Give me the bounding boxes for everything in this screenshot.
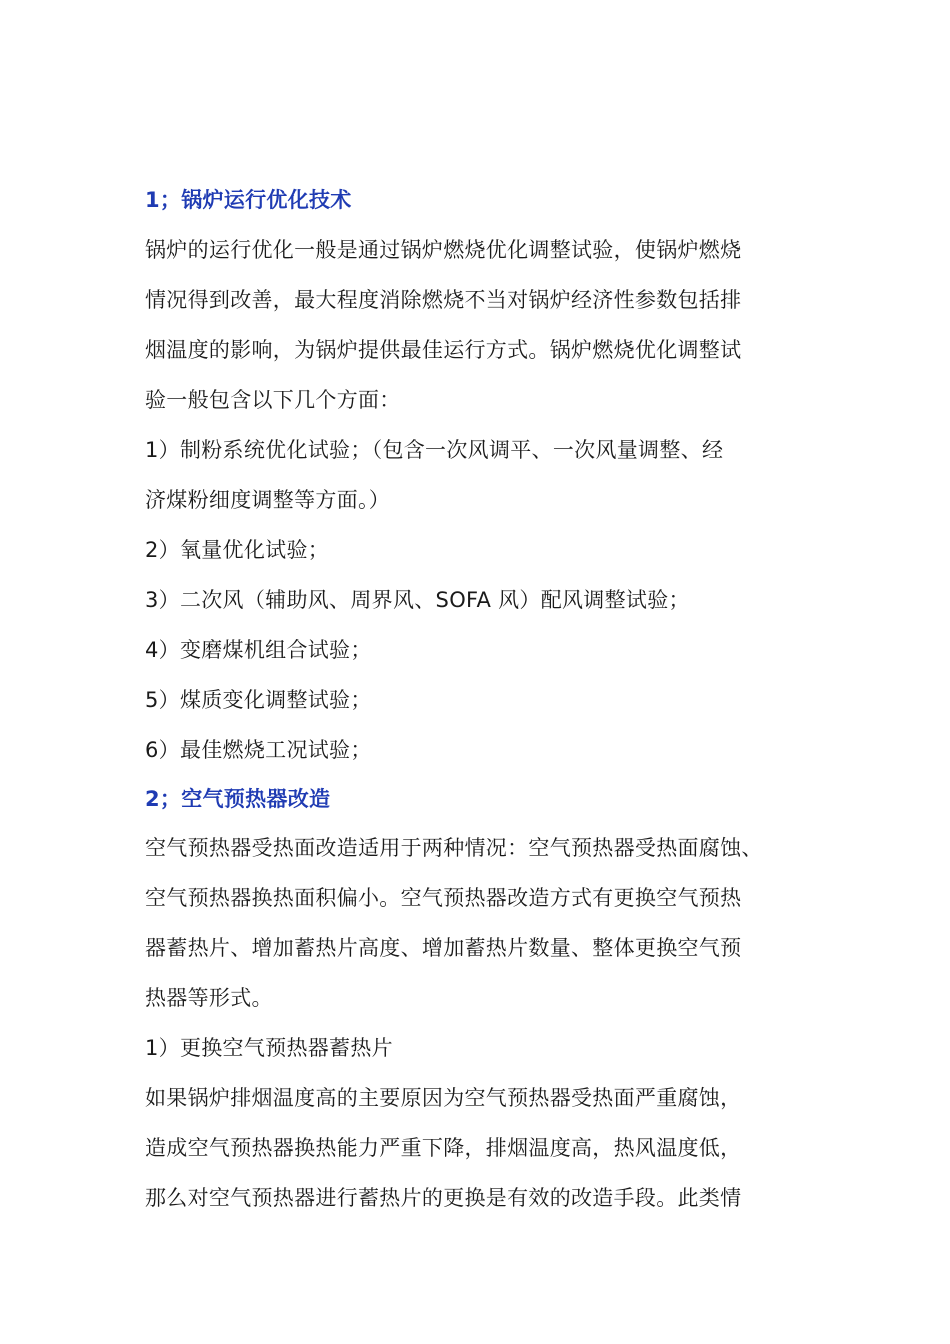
sub-paragraph-line: 造成空气预热器换热能力严重下降，排烟温度高，热风温度低， [145,1136,742,1160]
section-1-paragraph-line: 验一般包含以下几个方面： [145,388,401,412]
list-item: 4）变磨煤机组合试验； [145,638,372,662]
section-1-paragraph-line: 烟温度的影响，为锅炉提供最佳运行方式。锅炉燃烧优化调整试 [145,338,742,362]
section-2-paragraph-line: 空气预热器换热面积偏小。空气预热器改造方式有更换空气预热 [145,886,742,910]
section-1-heading: 1；锅炉运行优化技术 [145,188,352,212]
sub-paragraph-line: 如果锅炉排烟温度高的主要原因为空气预热器受热面严重腐蚀， [145,1086,742,1110]
list-item: 5）煤质变化调整试验； [145,688,372,712]
list-item: 2）氧量优化试验； [145,538,330,562]
list-item: 1）制粉系统优化试验；（包含一次风调平、一次风量调整、经 [145,438,724,462]
sub-heading: 1）更换空气预热器蓄热片 [145,1036,393,1060]
section-2-paragraph-line: 空气预热器受热面改造适用于两种情况：空气预热器受热面腐蚀、 [145,836,763,860]
section-1-paragraph-line: 锅炉的运行优化一般是通过锅炉燃烧优化调整试验，使锅炉燃烧 [145,238,742,262]
list-item: 6）最佳燃烧工况试验； [145,738,372,762]
list-item: 3）二次风（辅助风、周界风、SOFA 风）配风调整试验； [145,588,690,612]
section-2-heading: 2；空气预热器改造 [145,787,331,811]
sub-paragraph-line: 那么对空气预热器进行蓄热片的更换是有效的改造手段。此类情 [145,1186,742,1210]
section-1-paragraph-line: 情况得到改善，最大程度消除燃烧不当对锅炉经济性参数包括排 [145,288,742,312]
list-item: 济煤粉细度调整等方面。） [145,488,391,512]
section-2-paragraph-line: 器蓄热片、增加蓄热片高度、增加蓄热片数量、整体更换空气预 [145,936,742,960]
section-2-paragraph-line: 热器等形式。 [145,986,273,1010]
